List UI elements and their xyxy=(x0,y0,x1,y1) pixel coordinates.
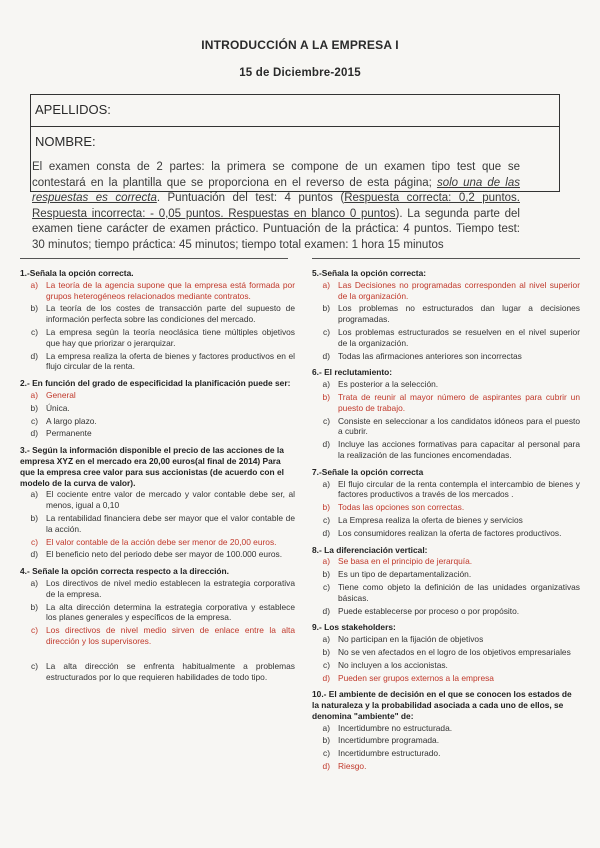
option-text: El beneficio neto del periodo debe ser mayor de 100.000 euros. xyxy=(46,549,283,560)
option-text: La rentabilidad financiera debe ser mayor que el valor contable de la acción. xyxy=(46,512,295,534)
option-letter: d) xyxy=(322,439,330,450)
question-block xyxy=(20,445,295,560)
option-letter: d) xyxy=(30,350,38,361)
option-letter: a) xyxy=(322,556,330,567)
questions-column-left xyxy=(20,268,295,688)
answer-option xyxy=(20,537,295,548)
option-text: Es posterior a la selección. xyxy=(338,379,439,390)
option-text: Riesgo. xyxy=(338,761,367,772)
answer-option xyxy=(20,390,295,401)
option-letter: c) xyxy=(31,660,38,671)
question-block xyxy=(312,367,580,460)
answer-option xyxy=(312,351,580,362)
option-text: A largo plazo. xyxy=(46,415,97,426)
answer-option xyxy=(312,379,580,390)
exam-date: 15 de Diciembre-2015 xyxy=(239,67,361,79)
answer-option xyxy=(312,327,580,349)
option-letter: c) xyxy=(31,625,38,636)
option-text: Única. xyxy=(46,402,70,413)
option-letter: a) xyxy=(322,722,330,733)
answer-option xyxy=(312,515,580,526)
answer-option xyxy=(20,602,295,624)
option-text: Los consumidores realizan la oferta de factores productivos. xyxy=(338,527,562,538)
option-letter: a) xyxy=(30,577,38,588)
answer-option xyxy=(312,735,580,746)
answer-option xyxy=(20,489,295,511)
option-letter: d) xyxy=(322,605,330,616)
question-block xyxy=(312,467,580,539)
answer-option xyxy=(20,661,295,683)
divider-left xyxy=(20,258,288,259)
question-header: 10.- El ambiente de decisión en el que se conocen los estados de la naturaleza y la probabilidad asociada a cada uno de ellos, se denomina "ambiente" de: xyxy=(312,689,572,721)
question-block xyxy=(312,689,580,772)
option-letter: c) xyxy=(323,415,330,426)
option-text: Tiene como objeto la definición de las unidades organizativas básicas. xyxy=(338,581,580,603)
answer-option xyxy=(20,625,295,647)
option-text: Es un tipo de departamentalización. xyxy=(338,569,472,580)
option-text: La teoría de la agencia supone que la empresa está formada por grupos heterogéneos relacionados mediante contratos. xyxy=(46,279,295,301)
answer-option xyxy=(312,606,580,617)
option-letter: b) xyxy=(30,303,38,314)
answer-option xyxy=(312,569,580,580)
answer-option xyxy=(312,660,580,671)
answer-option xyxy=(20,549,295,560)
option-text: Todas las opciones son correctas. xyxy=(338,502,465,513)
option-letter: d) xyxy=(30,428,38,439)
option-letter: a) xyxy=(322,478,330,489)
option-text: Los problemas estructurados se resuelven en el nivel superior de la organización. xyxy=(338,326,580,348)
option-text: Permanente xyxy=(46,428,92,439)
answer-option xyxy=(312,673,580,684)
option-letter: b) xyxy=(322,569,330,580)
option-letter: a) xyxy=(322,634,330,645)
option-text: La empresa realiza la oferta de bienes y factores productivos en el flujo circular de la renta. xyxy=(46,350,295,372)
option-letter: b) xyxy=(30,402,38,413)
option-text: El valor contable de la acción debe ser menor de 20,00 euros. xyxy=(46,536,277,547)
option-letter: c) xyxy=(323,581,330,592)
option-letter: d) xyxy=(322,527,330,538)
option-letter: c) xyxy=(31,415,38,426)
option-text: Incertidumbre no estructurada. xyxy=(338,722,453,733)
option-text: El cociente entre valor de mercado y valor contable debe ser, al menos, igual a 0,10 xyxy=(46,489,295,511)
instructions-part-2: . Puntuación del test: 4 puntos ( xyxy=(156,192,345,204)
answer-option xyxy=(312,761,580,772)
question-header: 6.- El reclutamiento: xyxy=(312,367,393,378)
option-text: La alta dirección se enfrenta habitualmente a problemas estructurados por lo que requieren habilidades de todo tipo. xyxy=(46,660,295,682)
answer-option xyxy=(312,634,580,645)
answer-option xyxy=(20,327,295,349)
answer-option xyxy=(20,416,295,427)
option-letter: d) xyxy=(322,761,330,772)
option-letter: c) xyxy=(323,514,330,525)
question-header: 4.- Señale la opción correcta respecto a la dirección. xyxy=(20,566,229,577)
option-letter: d) xyxy=(322,350,330,361)
option-letter: a) xyxy=(30,389,38,400)
divider-right xyxy=(312,258,580,259)
option-letter: a) xyxy=(322,279,330,290)
answer-option xyxy=(312,723,580,734)
option-text: La alta dirección determina la estrategia corporativa y establece los planes generales y específicos de la empresa. xyxy=(46,601,295,623)
answer-option xyxy=(20,428,295,439)
question-header: 7.-Señale la opción correcta xyxy=(312,466,424,477)
question-header: 1.-Señala la opción correcta. xyxy=(20,268,134,278)
answer-option xyxy=(20,351,295,373)
option-letter: c) xyxy=(323,748,330,759)
option-text: Las Decisiones no programadas corresponden al nivel superior de la organización. xyxy=(338,279,580,301)
option-text: Los directivos de nivel medio establecen la estrategia corporativa de la empresa. xyxy=(46,577,295,599)
instructions-part-1: El examen consta de 2 partes: la primera se compone de un examen tipo test que se contestará en la plantilla que se proporciona en el reverso de esta página; xyxy=(32,161,520,189)
option-text: Todas las afirmaciones anteriores son incorrectas xyxy=(338,350,522,361)
option-text: Puede establecerse por proceso o por propósito. xyxy=(338,605,520,616)
option-letter: d) xyxy=(30,549,38,560)
question-block xyxy=(312,268,580,361)
option-letter: b) xyxy=(30,601,38,612)
option-letter: c) xyxy=(323,326,330,337)
option-letter: c) xyxy=(31,326,38,337)
answer-option xyxy=(20,403,295,414)
answer-option xyxy=(20,513,295,535)
option-text: Los directivos de nivel medio sirven de enlace entre la alta dirección y los supervisores. xyxy=(46,625,295,646)
question-block xyxy=(312,545,580,617)
option-text: No incluyen a los accionistas. xyxy=(338,659,448,670)
answer-option xyxy=(312,556,580,567)
option-text: La teoría de los costes de transacción parte del supuesto de información perfecta sobre las condiciones del mercado. xyxy=(46,303,295,325)
instructions xyxy=(32,160,520,253)
exam-title: INTRODUCCIÓN A LA EMPRESA I xyxy=(201,38,399,52)
option-text: El flujo circular de la renta contempla el intercambio de bienes y factores productivos a través de los mercados . xyxy=(338,478,580,500)
answer-option xyxy=(20,280,295,302)
option-text: Pueden ser grupos externos a la empresa xyxy=(338,672,494,683)
answer-option xyxy=(312,582,580,604)
question-block xyxy=(20,566,295,682)
option-text: La Empresa realiza la oferta de bienes y servicios xyxy=(338,514,523,525)
answer-option xyxy=(312,439,580,461)
question-block xyxy=(312,622,580,683)
apellidos-field[interactable]: APELLIDOS: xyxy=(31,95,559,127)
answer-option xyxy=(312,280,580,302)
answer-option xyxy=(20,303,295,325)
option-text: Consiste en seleccionar a los candidatos idóneos para el puesto a cubrir. xyxy=(338,415,580,437)
questions-column-right xyxy=(312,268,580,778)
option-text: General xyxy=(46,389,76,400)
option-text: Incertidumbre programada. xyxy=(338,735,440,746)
answer-option xyxy=(312,502,580,513)
option-text: No participan en la fijación de objetivos xyxy=(338,634,484,645)
option-text: Se basa en el principio de jerarquía. xyxy=(338,556,473,567)
option-letter: b) xyxy=(322,735,330,746)
instructions-part-3: ). La segunda parte del examen tiene carácter de examen práctico. Puntuación de la práctica: 4 puntos. Tiempo test: 30 minutos; tiempo práctica: 45 minutos; tiempo total examen: 1 hora 15 minutos xyxy=(32,207,520,251)
option-text: Los problemas no estructurados dan lugar a decisiones programadas. xyxy=(338,303,580,325)
option-letter: a) xyxy=(322,379,330,390)
answer-option xyxy=(312,528,580,539)
instructions-emphasis: solo una de las respuestas es correcta xyxy=(32,176,520,204)
answer-option xyxy=(312,416,580,438)
answer-option xyxy=(312,392,580,414)
question-header: 2.- En función del grado de especificidad la planificación puede ser: xyxy=(20,378,291,389)
option-text: Incertidumbre estructurado. xyxy=(338,748,441,759)
option-text: Trata de reunir al mayor número de aspirantes para cubrir un puesto de trabajo. xyxy=(338,391,580,413)
answer-option xyxy=(312,479,580,501)
question-header: 9.- Los stakeholders: xyxy=(312,622,396,633)
instructions-scoring: Respuesta correcta: 0,2 puntos. Respuesta incorrecta: - 0,05 puntos. Respuestas en blanco 0 puntos xyxy=(32,192,520,220)
option-letter: a) xyxy=(30,489,38,500)
option-letter: b) xyxy=(322,502,330,513)
question-header: 3.- Según la información disponible el precio de las acciones de la empresa XYZ en el mercado era 20,00 euros(al final de 2014) Para que la empresa cree valor para sus accionistas (de acuerdo con el modelo de la curva de valor). xyxy=(20,445,284,488)
option-letter: b) xyxy=(322,303,330,314)
option-text: Incluye las acciones formativas para capacitar al personal para la realización de las funciones encomendadas. xyxy=(338,439,580,460)
option-letter: b) xyxy=(322,646,330,657)
option-text: No se ven afectados en el logro de los objetivos empresariales xyxy=(338,646,571,657)
question-block xyxy=(20,268,295,372)
option-letter: c) xyxy=(31,536,38,547)
option-letter: a) xyxy=(30,279,38,290)
option-text: La empresa según la teoría neoclásica tiene múltiples objetivos que hay que priorizar o jerarquizar. xyxy=(46,326,295,348)
answer-option xyxy=(312,303,580,325)
option-letter: b) xyxy=(30,512,38,523)
answer-option xyxy=(312,647,580,658)
answer-option xyxy=(20,578,295,600)
option-letter: c) xyxy=(323,659,330,670)
question-header: 8.- La diferenciación vertical: xyxy=(312,544,428,555)
option-letter: b) xyxy=(322,391,330,402)
question-block xyxy=(20,378,295,439)
question-header: 5.-Señala la opción correcta: xyxy=(312,268,427,278)
option-letter: d) xyxy=(322,672,330,683)
nombre-field[interactable]: NOMBRE: xyxy=(35,134,96,149)
answer-option xyxy=(312,748,580,759)
